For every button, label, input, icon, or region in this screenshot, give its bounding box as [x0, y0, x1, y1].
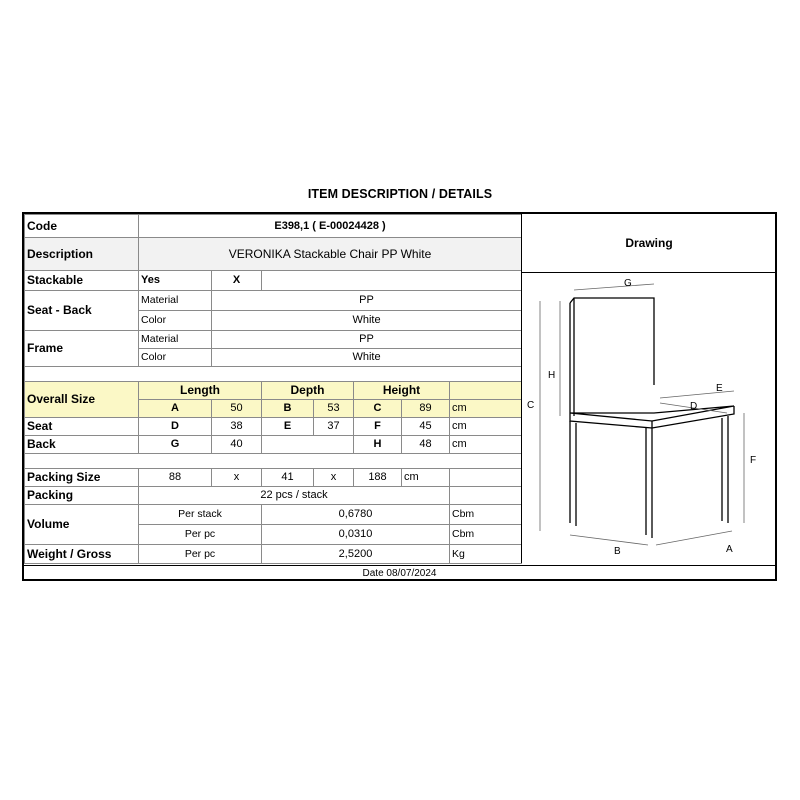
- packing-label: Packing: [25, 487, 139, 505]
- volume-per-pc-label: Per pc: [139, 525, 262, 545]
- backrest-outline: [570, 298, 654, 385]
- label-h: H: [548, 370, 556, 381]
- weight-row: [25, 545, 522, 564]
- frame-material-label: Material: [139, 331, 212, 349]
- volume-per-stack-label: Per stack: [139, 505, 262, 525]
- frame-color-label: Color: [139, 349, 212, 367]
- seat-back-material-row: [25, 291, 522, 311]
- packing-size-length: 88: [139, 469, 212, 487]
- details-table: [24, 214, 522, 564]
- seat-length-value: 38: [212, 418, 262, 436]
- height-header: Height: [354, 382, 450, 400]
- dim-line-a: [656, 531, 732, 545]
- dim-line-b: [570, 535, 648, 545]
- label-b: B: [614, 546, 621, 557]
- label-e: E: [716, 383, 723, 394]
- overall-depth-value: 53: [314, 400, 354, 418]
- seat-length-key: D: [139, 418, 212, 436]
- seat-height-key: F: [354, 418, 402, 436]
- overall-unit: cm: [450, 400, 522, 418]
- details-sheet: [22, 212, 777, 581]
- description-row: [25, 238, 522, 271]
- overall-size-label: Overall Size: [25, 382, 139, 418]
- stackable-label: Stackable: [25, 271, 139, 291]
- back-height-key: H: [354, 436, 402, 454]
- weight-label: Weight / Gross: [25, 545, 139, 564]
- frame-label: Frame: [25, 331, 139, 367]
- seat-back-material: PP: [212, 291, 522, 311]
- label-c: C: [527, 400, 535, 411]
- depth-header: Depth: [262, 382, 354, 400]
- seat-row: [25, 418, 522, 436]
- stackable-row: [25, 271, 522, 291]
- volume-label: Volume: [25, 505, 139, 545]
- volume-per-pc-unit: Cbm: [450, 525, 522, 545]
- packing-row: [25, 487, 522, 505]
- seat-unit: cm: [450, 418, 522, 436]
- back-label: Back: [25, 436, 139, 454]
- overall-header-row: [25, 382, 522, 400]
- packing-size-unit: cm: [402, 469, 450, 487]
- description-label: Description: [25, 238, 139, 271]
- seat-back-color: White: [212, 311, 522, 331]
- back-row: [25, 436, 522, 454]
- seat-back-label: Seat - Back: [25, 291, 139, 331]
- drawing-panel: [521, 214, 776, 563]
- code-label: Code: [25, 215, 139, 238]
- chair-drawing: [522, 273, 776, 563]
- back-unit: cm: [450, 436, 522, 454]
- seat-height-value: 45: [402, 418, 450, 436]
- page-title: ITEM DESCRIPTION / DETAILS: [307, 187, 493, 201]
- description-value: VERONIKA Stackable Chair PP White: [139, 238, 522, 271]
- packing-size-label: Packing Size: [25, 469, 139, 487]
- packing-size-x1: x: [212, 469, 262, 487]
- label-g: G: [624, 278, 632, 289]
- frame-material: PP: [212, 331, 522, 349]
- overall-length-key: A: [139, 400, 212, 418]
- volume-per-stack-value: 0,6780: [262, 505, 450, 525]
- frame-material-row: [25, 331, 522, 349]
- date-footer: Date 08/07/2024: [24, 565, 775, 582]
- overall-length-value: 50: [212, 400, 262, 418]
- weight-value: 2,5200: [262, 545, 450, 564]
- drawing-title: Drawing: [625, 236, 673, 250]
- label-d: D: [690, 401, 698, 412]
- seat-back-material-label: Material: [139, 291, 212, 311]
- volume-stack-row: [25, 505, 522, 525]
- seat-depth-key: E: [262, 418, 314, 436]
- stackable-mark: X: [212, 271, 262, 291]
- overall-depth-key: B: [262, 400, 314, 418]
- label-f: F: [750, 455, 757, 466]
- dim-line-g: [574, 284, 654, 290]
- code-value: E398,1 ( E-00024428 ): [139, 215, 522, 238]
- packing-value: 22 pcs / stack: [139, 487, 450, 505]
- seat-back-color-label: Color: [139, 311, 212, 331]
- volume-per-stack-unit: Cbm: [450, 505, 522, 525]
- stackable-value: Yes: [139, 271, 212, 291]
- length-header: Length: [139, 382, 262, 400]
- weight-unit: Kg: [450, 545, 522, 564]
- seat-label: Seat: [25, 418, 139, 436]
- back-length-key: G: [139, 436, 212, 454]
- back-length-value: 40: [212, 436, 262, 454]
- volume-per-pc-value: 0,0310: [262, 525, 450, 545]
- packing-size-height: 188: [354, 469, 402, 487]
- dim-line-e: [660, 391, 734, 398]
- packing-size-row: [25, 469, 522, 487]
- back-height-value: 48: [402, 436, 450, 454]
- packing-size-depth: 41: [262, 469, 314, 487]
- seat-depth-value: 37: [314, 418, 354, 436]
- code-row: [25, 215, 522, 238]
- overall-height-key: C: [354, 400, 402, 418]
- frame-color: White: [212, 349, 522, 367]
- weight-per-pc-label: Per pc: [139, 545, 262, 564]
- label-a: A: [726, 544, 733, 555]
- packing-size-x2: x: [314, 469, 354, 487]
- overall-height-value: 89: [402, 400, 450, 418]
